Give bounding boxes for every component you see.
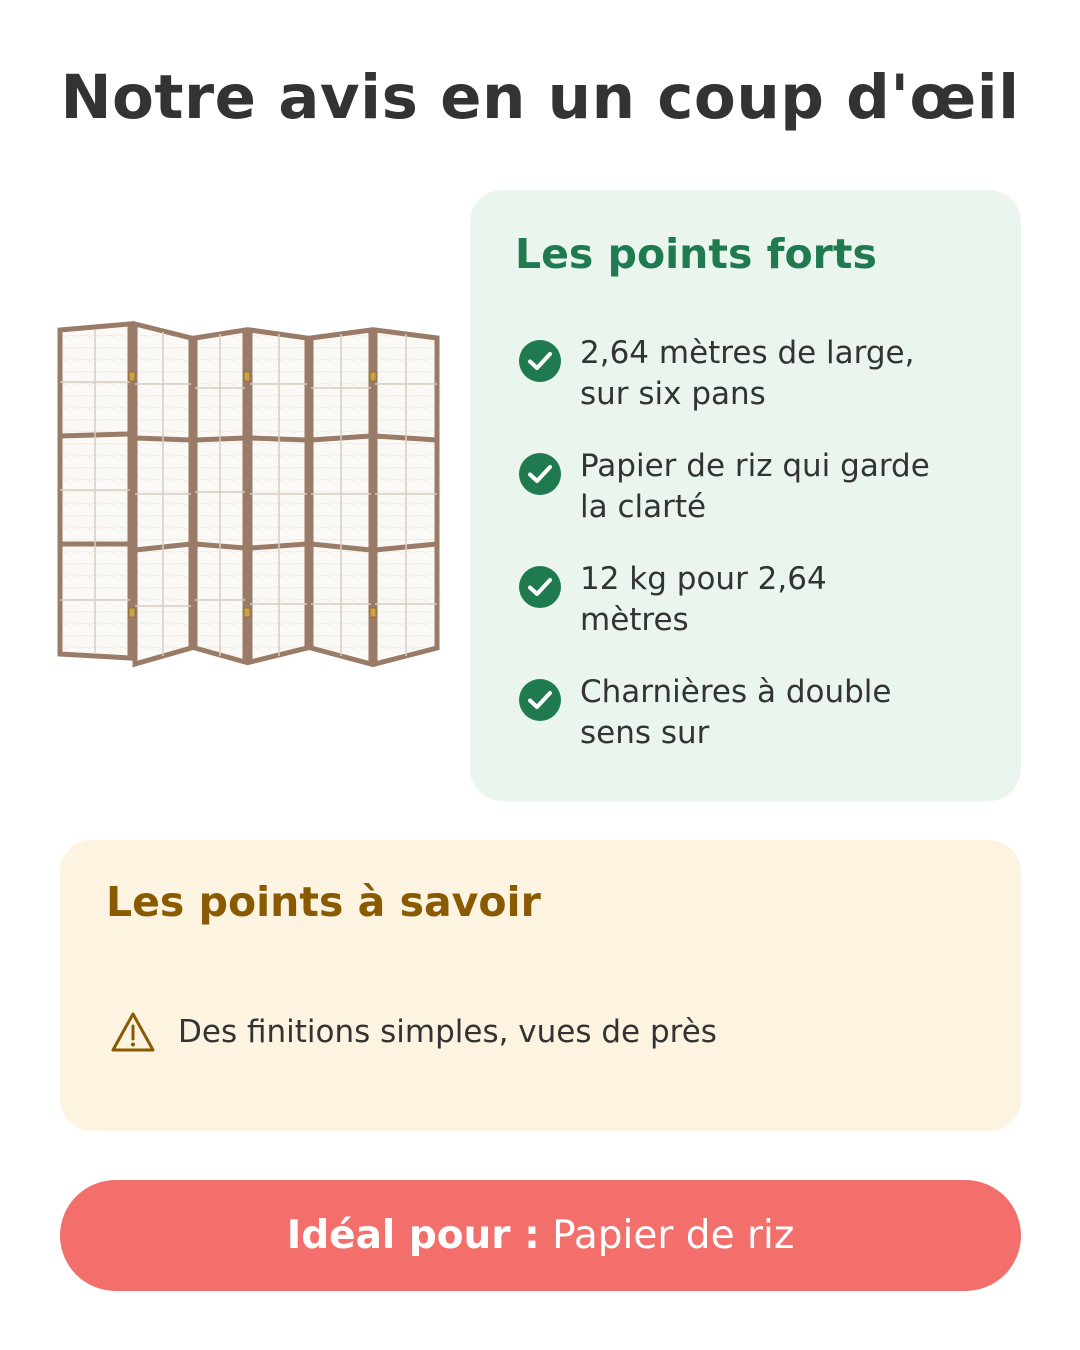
strength-line: sur six pans	[580, 376, 766, 412]
strength-item	[518, 559, 988, 649]
strength-line: Charnières à double	[580, 674, 892, 710]
check-circle-icon	[518, 678, 562, 722]
ideal-for-label: Idéal pour :	[286, 1213, 540, 1258]
strengths-card	[470, 190, 1021, 801]
strength-line: 12 kg pour 2,64	[580, 561, 827, 597]
divider-panel	[135, 324, 191, 664]
strength-item	[518, 333, 988, 423]
to-know-item	[110, 1010, 970, 1056]
divider-panel	[195, 330, 245, 662]
strength-text	[580, 333, 980, 415]
check-circle-icon	[518, 339, 562, 383]
check-circle-icon	[518, 565, 562, 609]
to-know-title: Les points à savoir	[106, 878, 541, 926]
check-circle-icon	[518, 452, 562, 496]
divider-panel	[60, 324, 130, 658]
divider-panel	[250, 330, 307, 662]
ideal-for-banner	[60, 1180, 1021, 1291]
strength-line: sens sur	[580, 715, 710, 751]
strength-line: 2,64 mètres de large,	[580, 335, 915, 371]
product-image	[55, 318, 445, 670]
divider-panel	[311, 330, 371, 664]
strength-text	[580, 446, 980, 528]
warning-triangle-icon	[110, 1011, 156, 1053]
strength-text	[580, 672, 980, 754]
to-know-text: Des finitions simples, vues de près	[178, 1014, 717, 1050]
strength-text	[580, 559, 980, 641]
strength-line: Papier de riz qui garde	[580, 448, 930, 484]
strength-line: mètres	[580, 602, 689, 638]
strength-line: la clarté	[580, 489, 707, 525]
page-title: Notre avis en un coup d'œil	[60, 62, 1020, 133]
divider-panel	[375, 330, 437, 664]
strength-item	[518, 672, 988, 762]
strengths-title: Les points forts	[515, 230, 877, 278]
ideal-for-value: Papier de riz	[552, 1213, 795, 1258]
to-know-card	[60, 840, 1021, 1131]
strength-item	[518, 446, 988, 536]
